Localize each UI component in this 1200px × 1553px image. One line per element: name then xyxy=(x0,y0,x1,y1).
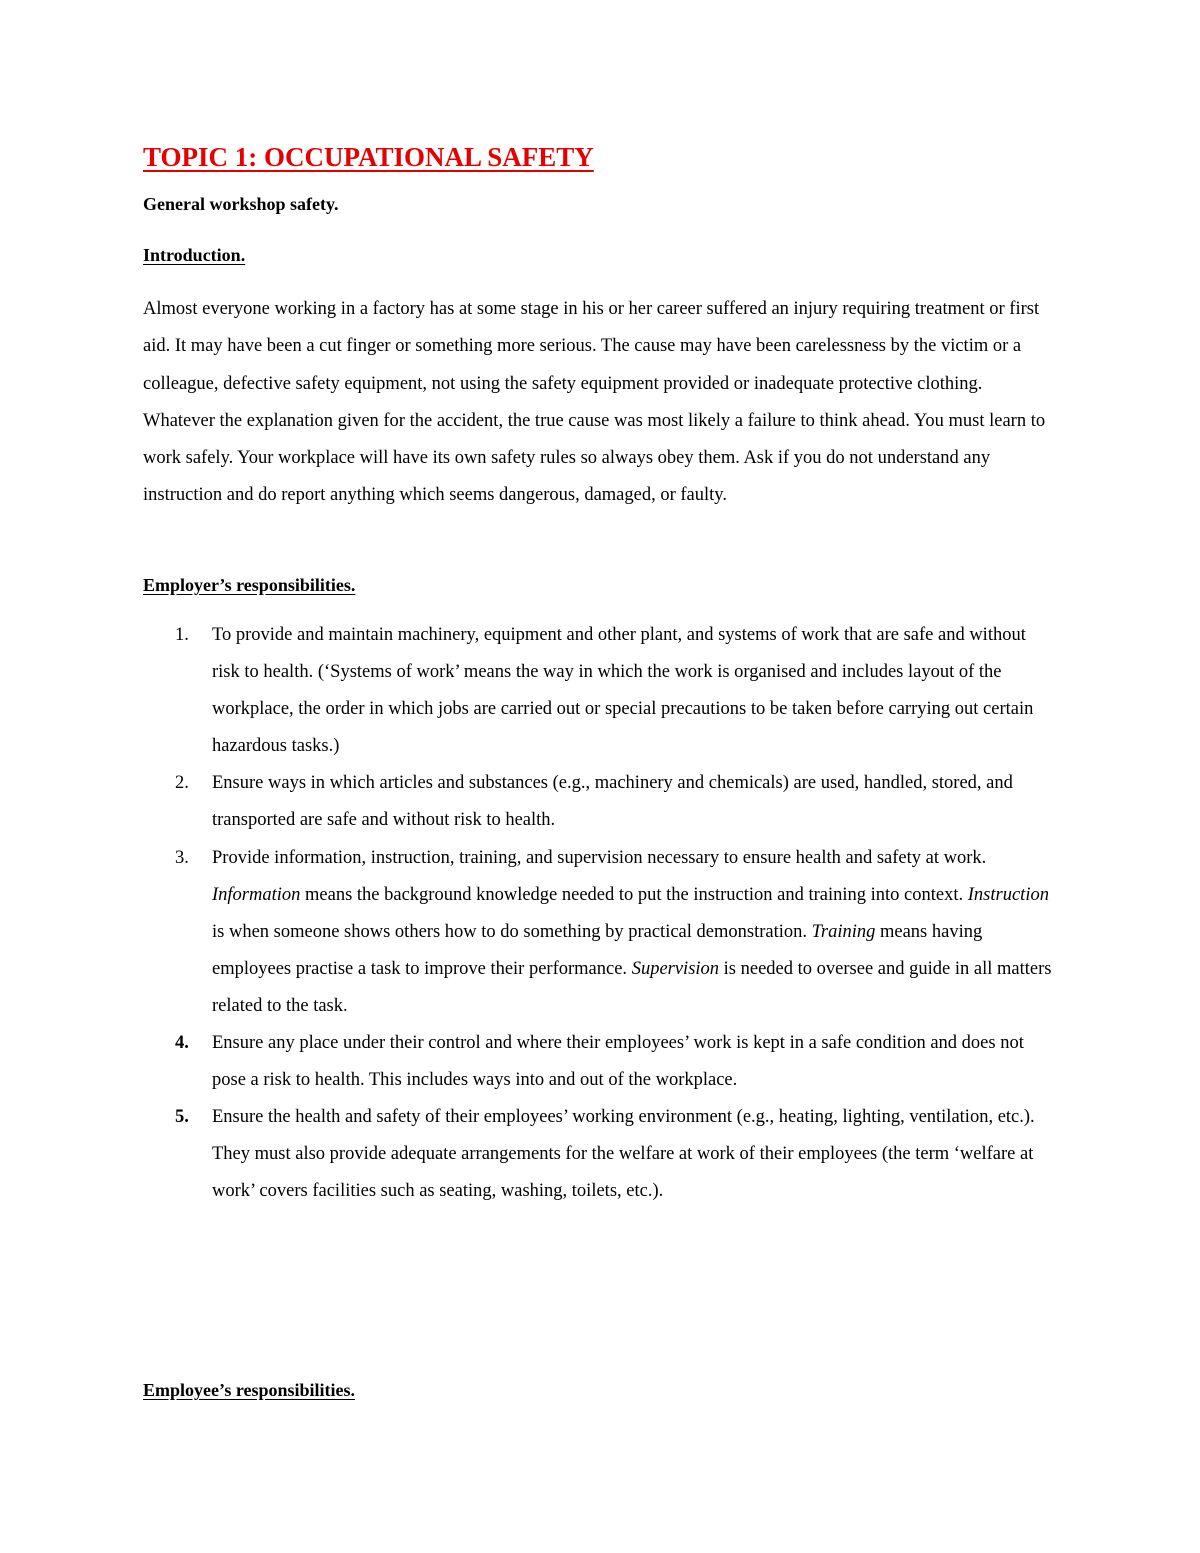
employer-responsibilities-list xyxy=(143,617,1058,1211)
list-item-text: Ensure the health and safety of their employees’ working environment (e.g., heating, lighting, ventilation, etc.). They must also provide adequate arrangements for the welfare at work of their employees (the term ‘welfare at work’ covers facilities such as seating, washing, toilets, etc.). xyxy=(212,1107,1035,1202)
intro-paragraph: Almost everyone working in a factory has at some stage in his or her career suffered an injury requiring treatment or first aid. It may have been a cut finger or something more serious. The cause may have been carelessness by the victim or a colleague, defective safety equipment, not using the safety equipment provided or inadequate protective clothing. Whatever the explanation given for the accident, the true cause was most likely a failure to think ahead. You must learn to work safely. Your workplace will have its own safety rules so always obey them. Ask if you do not understand any instruction and do report anything which seems dangerous, damaged, or faulty. xyxy=(143,299,1046,506)
list-item xyxy=(143,765,1058,839)
list-item-text: Provide information, instruction, training, and supervision necessary to ensure health and safety at work. Information means the background knowledge needed to put the instruction and training into context. Instruction is when someone shows others how to do something by practical demonstration. Training means having employees practise a task to improve their performance. Supervision is needed to oversee and guide in all matters related to the task. xyxy=(212,847,1052,1016)
list-item-number: 2. xyxy=(175,773,189,794)
list-item-text: To provide and maintain machinery, equipment and other plant, and systems of work that are safe and without risk to health. (‘Systems of work’ means the way in which the work is organised and includes layout of the workplace, the order in which jobs are carried out or special precautions to be taken before carrying out certain hazardous tasks.) xyxy=(212,625,1034,757)
list-item-text: Ensure any place under their control and where their employees’ work is kept in a safe condition and does not pose a risk to health. This includes ways into and out of the workplace. xyxy=(212,1033,1024,1091)
term-supervision: Supervision xyxy=(631,958,720,979)
term-training: Training xyxy=(811,921,876,942)
employee-responsibilities-heading: Employee’s responsibilities. xyxy=(143,1380,356,1400)
list-item-number: 3. xyxy=(175,847,189,868)
list-item xyxy=(143,617,1058,765)
term-information: Information xyxy=(212,884,301,905)
list-item xyxy=(143,840,1058,1025)
list-item-text: Ensure ways in which articles and substances (e.g., machinery and chemicals) are used, handled, stored, and transported are safe and without risk to health. xyxy=(212,773,1013,831)
list-item xyxy=(143,1025,1058,1099)
intro-heading: Introduction. xyxy=(143,245,246,265)
section-subtitle: General workshop safety. xyxy=(143,194,339,214)
document-title: TOPIC 1: OCCUPATIONAL SAFETY xyxy=(143,142,594,172)
list-item-number: 4. xyxy=(175,1033,189,1054)
term-instruction: Instruction xyxy=(967,884,1049,905)
list-item xyxy=(143,1099,1058,1210)
list-item-number: 1. xyxy=(175,625,189,645)
list-item-number: 5. xyxy=(175,1107,189,1128)
employer-responsibilities-heading: Employer’s responsibilities. xyxy=(143,575,356,595)
